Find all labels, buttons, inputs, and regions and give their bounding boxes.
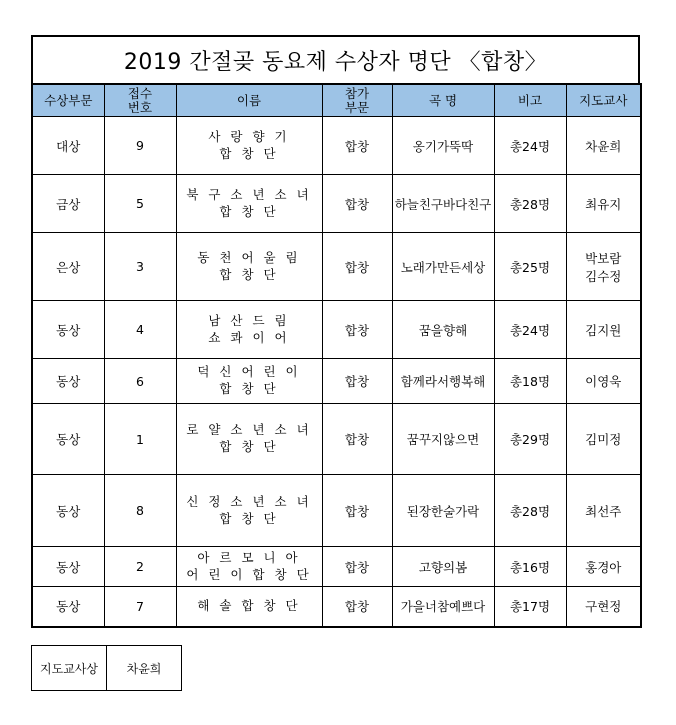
teacher-award-table — [31, 645, 182, 691]
award-cell: 동상 — [32, 359, 104, 404]
name-cell-line: 남 산 드 림 — [208, 312, 290, 328]
category-cell: 합창 — [322, 175, 392, 233]
table-row — [32, 547, 641, 587]
table-row — [32, 117, 641, 175]
teacher-cell — [566, 359, 641, 404]
name-cell-line: 로 얄 소 년 소 녀 — [186, 422, 312, 438]
category-cell: 합창 — [322, 475, 392, 547]
note-cell: 총24명 — [494, 117, 566, 175]
teacher-award-label: 지도교사상 — [32, 646, 107, 691]
entry-no-cell: 7 — [104, 587, 176, 627]
note-cell: 총29명 — [494, 404, 566, 475]
category-cell: 합창 — [322, 359, 392, 404]
name-cell — [176, 175, 322, 233]
teacher-cell-line: 김미정 — [585, 432, 622, 447]
entry-no-cell: 8 — [104, 475, 176, 547]
song-cell: 꿈꾸지않으면 — [392, 404, 494, 475]
teacher-cell — [566, 301, 641, 359]
award-cell: 동상 — [32, 547, 104, 587]
category-cell: 합창 — [322, 547, 392, 587]
award-cell: 대상 — [32, 117, 104, 175]
name-cell — [176, 359, 322, 404]
teacher-cell — [566, 587, 641, 627]
award-cell: 금상 — [32, 175, 104, 233]
name-cell — [176, 301, 322, 359]
table-row — [32, 587, 641, 627]
entry-no-cell: 2 — [104, 547, 176, 587]
teacher-cell — [566, 547, 641, 587]
category-cell: 합창 — [322, 301, 392, 359]
name-cell-line: 합 창 단 — [219, 439, 279, 454]
award-cell: 동상 — [32, 301, 104, 359]
header-song: 곡 명 — [392, 84, 494, 117]
header-entry-no-line2: 번호 — [127, 99, 153, 115]
table-row — [32, 301, 641, 359]
award-cell: 동상 — [32, 587, 104, 627]
song-cell: 꿈을향해 — [392, 301, 494, 359]
name-cell-line: 해 솔 합 창 단 — [197, 597, 301, 613]
header-entry-no — [104, 84, 176, 117]
song-cell: 가을너참예쁘다 — [392, 587, 494, 627]
category-cell: 합창 — [322, 404, 392, 475]
song-cell: 하늘친구바다친구 — [392, 175, 494, 233]
song-cell: 고향의봄 — [392, 547, 494, 587]
song-cell: 옹기가뚝딱 — [392, 117, 494, 175]
note-cell: 총16명 — [494, 547, 566, 587]
teacher-cell-line: 차윤희 — [585, 138, 622, 154]
award-sheet — [31, 35, 640, 628]
name-cell-line: 합 창 단 — [219, 145, 279, 161]
name-cell-line: 합 창 단 — [219, 510, 279, 526]
name-cell-line: 합 창 단 — [219, 203, 279, 219]
name-cell-line: 동 천 어 울 림 — [197, 249, 301, 265]
name-cell-line: 덕 신 어 린 이 — [197, 364, 301, 380]
name-cell — [176, 233, 322, 301]
teacher-cell — [566, 117, 641, 175]
teacher-cell — [566, 233, 641, 301]
header-category-line2: 부문 — [344, 99, 370, 115]
name-cell-line: 합 창 단 — [219, 266, 279, 282]
name-cell-line: 신 정 소 년 소 녀 — [186, 493, 312, 509]
teacher-cell-line: 이영욱 — [585, 374, 622, 389]
name-cell-line: 쇼 콰 이 어 — [208, 329, 290, 345]
award-cell: 동상 — [32, 404, 104, 475]
table-row — [32, 233, 641, 301]
header-category — [322, 84, 392, 117]
award-cell: 은상 — [32, 233, 104, 301]
entry-no-cell: 9 — [104, 117, 176, 175]
teacher-cell — [566, 404, 641, 475]
teacher-cell — [566, 475, 641, 547]
teacher-cell-line: 김수정 — [585, 268, 622, 284]
award-cell: 동상 — [32, 475, 104, 547]
teacher-cell-line: 최선주 — [585, 503, 622, 519]
entry-no-cell: 6 — [104, 359, 176, 404]
category-cell: 합창 — [322, 117, 392, 175]
name-cell-line: 북 구 소 년 소 녀 — [186, 186, 312, 202]
table-row — [32, 404, 641, 475]
name-cell-line: 어 린 이 합 창 단 — [186, 566, 312, 582]
name-cell — [176, 404, 322, 475]
teacher-cell — [566, 175, 641, 233]
header-note: 비고 — [494, 84, 566, 117]
note-cell: 총25명 — [494, 233, 566, 301]
entry-no-cell: 4 — [104, 301, 176, 359]
header-category-line1: 참가 — [344, 85, 370, 101]
note-cell: 총17명 — [494, 587, 566, 627]
teacher-award-value: 차윤희 — [107, 646, 182, 691]
header-entry-no-line1: 접수 — [127, 85, 153, 101]
note-cell: 총18명 — [494, 359, 566, 404]
song-cell: 노래가만든세상 — [392, 233, 494, 301]
note-cell: 총24명 — [494, 301, 566, 359]
note-cell: 총28명 — [494, 175, 566, 233]
table-header-row — [32, 84, 641, 117]
name-cell-line: 아 르 모 니 아 — [197, 549, 301, 565]
name-cell-line: 사 랑 향 기 — [208, 128, 290, 144]
name-cell — [176, 475, 322, 547]
teacher-cell-line: 구현정 — [585, 599, 622, 615]
entry-no-cell: 1 — [104, 404, 176, 475]
teacher-cell-line: 홍경아 — [585, 559, 622, 575]
header-teacher: 지도교사 — [566, 84, 641, 117]
table-row — [32, 359, 641, 404]
song-cell: 된장한술가락 — [392, 475, 494, 547]
name-cell — [176, 547, 322, 587]
note-cell: 총28명 — [494, 475, 566, 547]
table-row — [32, 475, 641, 547]
name-cell — [176, 117, 322, 175]
teacher-cell-line: 최유지 — [585, 196, 622, 212]
header-award: 수상부문 — [32, 84, 104, 117]
table-row — [32, 175, 641, 233]
entry-no-cell: 5 — [104, 175, 176, 233]
entry-no-cell: 3 — [104, 233, 176, 301]
table-body — [32, 117, 641, 627]
sheet-title: 2019 간절곶 동요제 수상자 명단 〈합창〉 — [31, 35, 640, 83]
category-cell: 합창 — [322, 233, 392, 301]
song-cell: 함께라서행복해 — [392, 359, 494, 404]
header-name: 이름 — [176, 84, 322, 117]
award-table — [31, 83, 642, 628]
name-cell — [176, 587, 322, 627]
category-cell: 합창 — [322, 587, 392, 627]
name-cell-line: 합 창 단 — [219, 381, 279, 396]
teacher-cell-line: 김지원 — [585, 322, 622, 338]
teacher-cell-line: 박보람 — [585, 250, 622, 266]
